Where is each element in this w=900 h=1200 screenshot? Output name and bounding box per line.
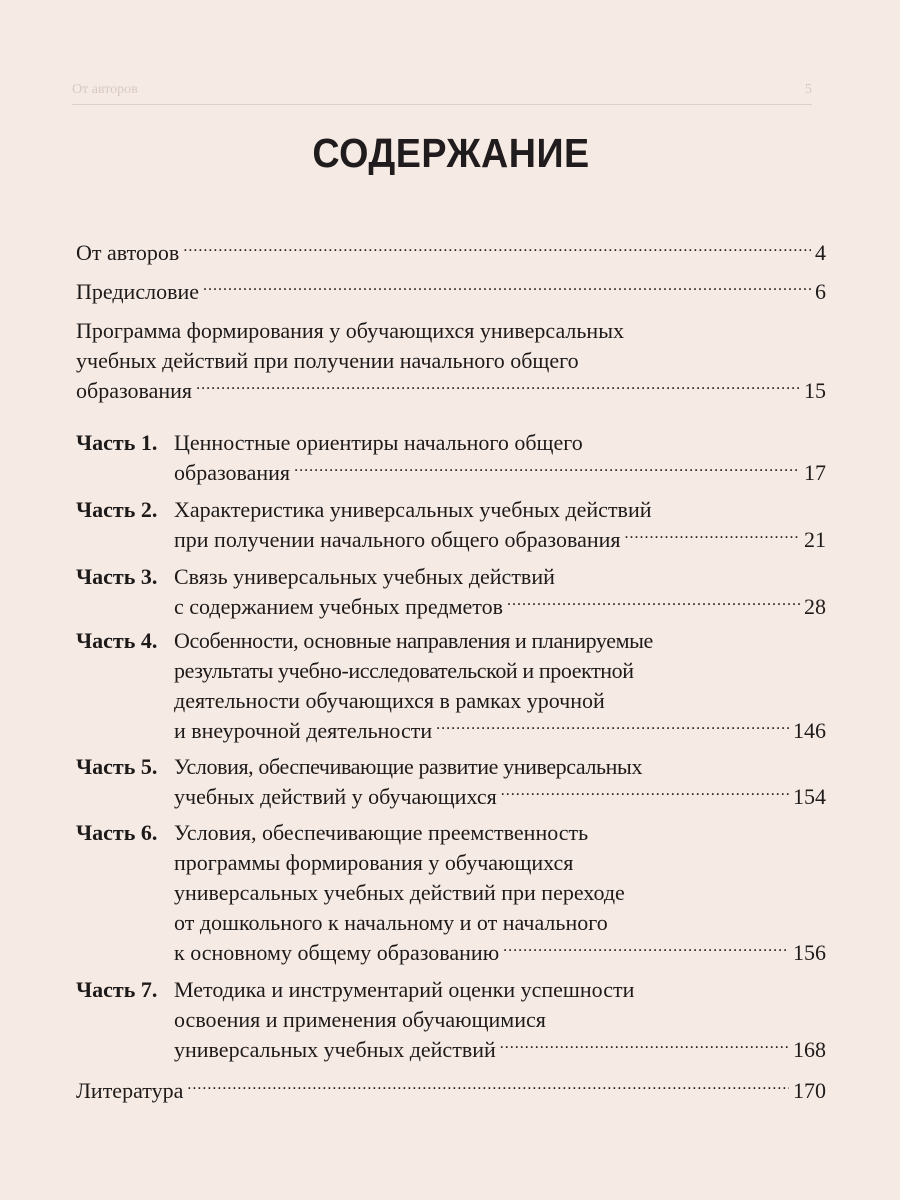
toc-entry-title-line: деятельности обучающихся в рамках урочной — [174, 688, 605, 713]
part-label: Часть 7. — [76, 977, 158, 1002]
toc-entry-part-7[interactable] — [76, 975, 826, 1065]
toc-entry-title-line: с содержанием учебных предметов — [174, 594, 503, 619]
bleed-through-running-header — [72, 82, 812, 105]
part-label: Часть 3. — [76, 564, 158, 589]
toc-entry-title: Предисловие — [76, 279, 199, 304]
toc-entry-title-line: Программа формирования у обучающихся универсальных — [76, 318, 624, 343]
toc-page-number: 21 — [804, 527, 826, 552]
toc-page-number: 28 — [804, 594, 826, 619]
toc-page-number: 156 — [793, 940, 826, 965]
part-label: Часть 5. — [76, 754, 158, 779]
dot-leader — [507, 592, 800, 614]
toc-page-number: 15 — [804, 378, 826, 403]
dot-leader — [183, 238, 811, 260]
toc-entry-part-1[interactable] — [76, 428, 826, 488]
dot-leader — [501, 782, 789, 804]
toc-entry-title-line: учебных действий при получении начального общего — [76, 348, 579, 373]
part-label: Часть 2. — [76, 497, 158, 522]
dot-leader — [625, 525, 800, 547]
dot-leader — [294, 458, 800, 480]
bleed-through-header-text: От авторов — [72, 82, 138, 97]
toc-page-number: 154 — [793, 784, 826, 809]
toc-entry-title-line: программы формирования у обучающихся — [174, 850, 574, 875]
toc-entry-title-line: от дошкольного к начальному и от начального — [174, 910, 608, 935]
toc-entry-title-line: универсальных учебных действий при переходе — [174, 880, 625, 905]
toc-entry-title-line: универсальных учебных действий — [174, 1037, 496, 1062]
toc-entry-title: От авторов — [76, 240, 180, 265]
toc-entry-title-line: Связь универсальных учебных действий — [174, 564, 555, 589]
toc-entry-part-3[interactable] — [76, 562, 826, 622]
toc-entry-title-line: Ценностные ориентиры начального общего — [174, 430, 583, 455]
toc-entry-authors[interactable] — [76, 238, 826, 268]
toc-page-number: 4 — [815, 240, 826, 265]
toc-entry-program[interactable] — [76, 316, 826, 406]
toc-entry-title-line: образования — [76, 378, 193, 403]
toc-entry-title-line: Условия, обеспечивающие преемственность — [174, 820, 589, 845]
part-label: Часть 1. — [76, 430, 158, 455]
dot-leader — [203, 277, 811, 299]
toc-entry-title-line: учебных действий у обучающихся — [174, 784, 497, 809]
toc-entry-preface[interactable] — [76, 277, 826, 307]
dot-leader — [187, 1076, 789, 1098]
toc-entry-part-6[interactable] — [76, 818, 826, 968]
dot-leader — [436, 716, 789, 738]
toc-entry-part-5[interactable] — [76, 752, 826, 812]
dot-leader — [500, 1035, 789, 1057]
toc-page-number: 17 — [804, 460, 826, 485]
toc-page-number: 170 — [793, 1078, 826, 1103]
toc-entry-literature[interactable] — [76, 1076, 826, 1106]
part-label: Часть 4. — [76, 628, 158, 653]
toc-page-number: 6 — [815, 279, 826, 304]
toc-page-number: 168 — [793, 1037, 826, 1062]
toc-entry-part-2[interactable] — [76, 495, 826, 555]
toc-entry-part-4[interactable] — [76, 626, 826, 746]
toc-entry-title-line: при получении начального общего образования — [174, 527, 621, 552]
toc-entry-title-line: и внеурочной деятельности — [174, 718, 433, 743]
part-label: Часть 6. — [76, 820, 158, 845]
toc-entry-title-line: к основному общему образованию — [174, 940, 500, 965]
toc-entry-title-line: результаты учебно-исследовательской и проектной — [174, 658, 634, 683]
toc-entry-title-line: освоения и применения обучающимися — [174, 1007, 546, 1032]
toc-entry-title-line: Особенности, основные направления и планируемые — [174, 628, 653, 653]
page-title: СОДЕРЖАНИЕ — [312, 130, 590, 176]
dot-leader — [503, 938, 789, 960]
toc-entry-title-line: Условия, обеспечивающие развитие универсальных — [174, 754, 643, 779]
toc-entry-title-line: Методика и инструментарий оценки успешности — [174, 977, 635, 1002]
bleed-through-page-number: 5 — [805, 82, 812, 97]
toc-entry-title-line: образования — [174, 460, 291, 485]
toc-entry-title-line: Характеристика универсальных учебных действий — [174, 497, 652, 522]
toc-entry-title: Литература — [76, 1078, 184, 1103]
dot-leader — [196, 376, 800, 398]
toc-page-number: 146 — [793, 718, 826, 743]
